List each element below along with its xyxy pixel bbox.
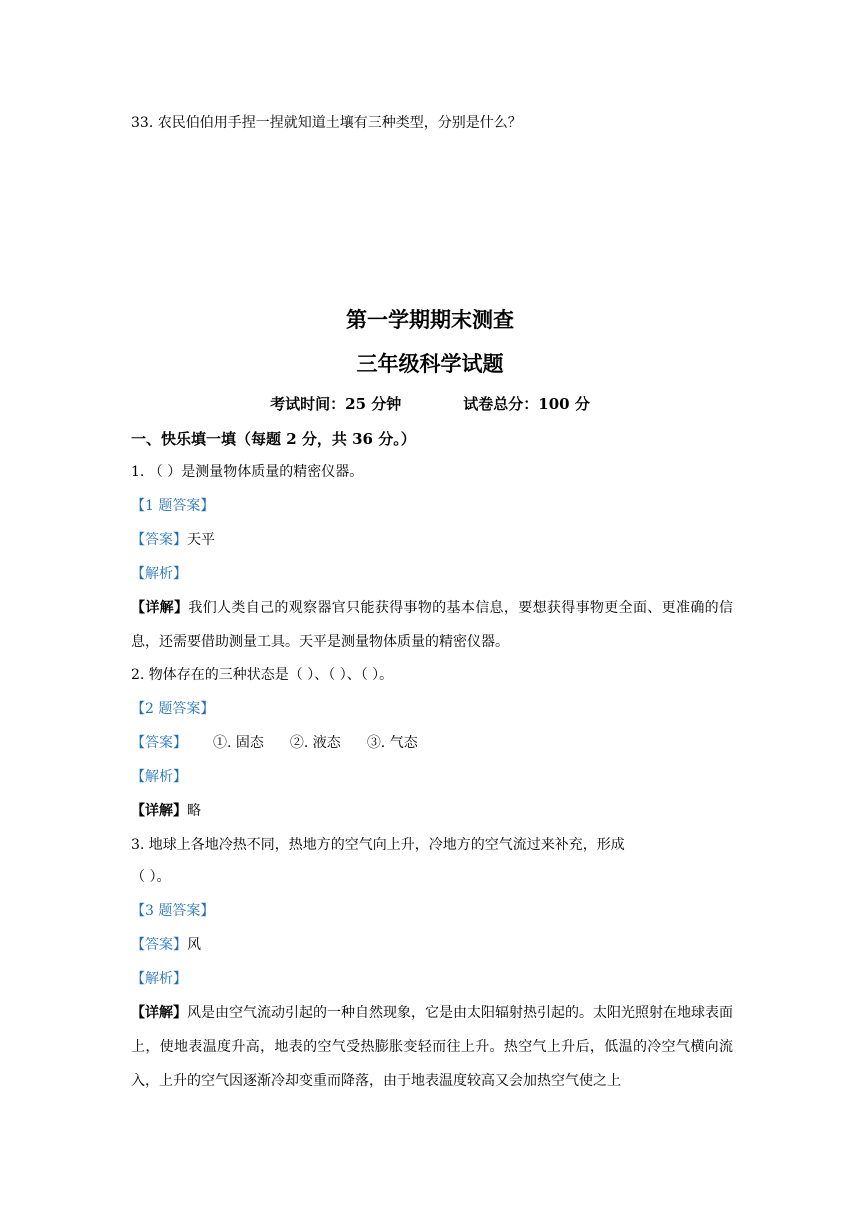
detail-text: 风是由空气流动引起的一种自然现象，它是由太阳辐射热引起的。太阳光照射在地球表面上，使地表温度升高，地表的空气受热膨胀变轻而往上升。热空气上升后，低温的冷空气横向流入，上升的空气因逐渐冷却变重而降落，由于地表温度较高又会加热空气使之上 bbox=[131, 1005, 733, 1089]
detail-tag: 【详解】 bbox=[131, 803, 187, 819]
analysis-heading-1: 【解析】 bbox=[131, 566, 187, 582]
answer-tag: 【答案】 bbox=[131, 532, 187, 548]
question-33: 33. 农民伯伯用手捏一捏就知道土壤有三种类型，分别是什么？ bbox=[131, 115, 522, 131]
detail-tag: 【详解】 bbox=[131, 600, 189, 616]
detail-2 bbox=[131, 801, 201, 821]
answer-3 bbox=[131, 935, 201, 955]
exam-title: 第一学期期末测查 bbox=[346, 307, 514, 332]
answer-heading-1: 【1 题答案】 bbox=[131, 498, 215, 514]
section-heading: 一、快乐填一填（每题 2 分，共 36 分。） bbox=[131, 430, 416, 448]
answer-2 bbox=[131, 733, 418, 753]
detail-3 bbox=[131, 996, 733, 1098]
answer-tag: 【答案】 bbox=[131, 937, 187, 953]
analysis-heading-3: 【解析】 bbox=[131, 971, 187, 987]
answer-heading-3: 【3 题答案】 bbox=[131, 903, 215, 919]
detail-tag: 【详解】 bbox=[131, 1005, 187, 1021]
answer-heading-2: 【2 题答案】 bbox=[131, 701, 215, 717]
answer-tag: 【答案】 bbox=[131, 735, 187, 751]
answer-text: 天平 bbox=[187, 532, 215, 548]
answer-option-3: ③. 气态 bbox=[366, 735, 418, 751]
detail-text: 我们人类自己的观察器官只能获得事物的基本信息，要想获得事物更全面、更准确的信息，还需要借助测量工具。天平是测量物体质量的精密仪器。 bbox=[131, 600, 734, 650]
analysis-heading-2: 【解析】 bbox=[131, 769, 187, 785]
answer-text: 风 bbox=[187, 937, 201, 953]
answer-option-1: ①. 固态 bbox=[213, 735, 264, 751]
question-3-line-2: （ ）。 bbox=[131, 869, 171, 885]
exam-time: 考试时间：25 分钟 bbox=[270, 395, 402, 413]
answer-1 bbox=[131, 530, 215, 550]
exam-subtitle: 三年级科学试题 bbox=[356, 351, 504, 376]
question-3-line-1: 3. 地球上各地冷热不同，热地方的空气向上升，冷地方的空气流过来补充，形成 bbox=[131, 837, 625, 853]
exam-score: 试卷总分：100 分 bbox=[463, 395, 590, 413]
detail-1 bbox=[131, 591, 733, 659]
question-1: 1. （ ）是测量物体质量的精密仪器。 bbox=[131, 464, 364, 480]
answer-option-2: ②. 液态 bbox=[289, 735, 341, 751]
exam-meta bbox=[0, 393, 860, 415]
detail-text: 略 bbox=[187, 803, 201, 819]
question-2: 2. 物体存在的三种状态是（ ）、（ ）、（ ）。 bbox=[131, 667, 394, 683]
